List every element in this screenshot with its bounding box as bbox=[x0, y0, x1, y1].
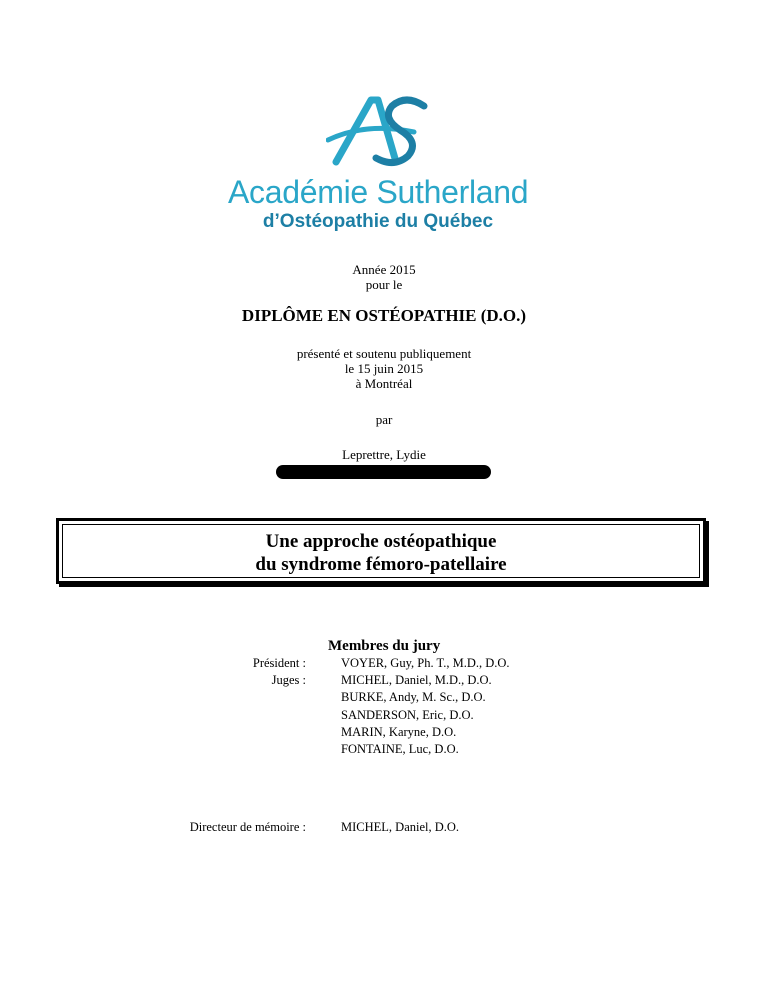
author-name: Leprettre, Lydie bbox=[342, 447, 426, 462]
academy-logo bbox=[228, 92, 528, 242]
jury-heading: Membres du jury bbox=[328, 638, 441, 654]
jury-member: MICHEL, Daniel, M.D., D.O. bbox=[341, 673, 492, 687]
jury-member: FONTAINE, Luc, D.O. bbox=[341, 742, 459, 756]
degree-title: DIPLÔME EN OSTÉOPATHIE (D.O.) bbox=[241, 306, 527, 325]
thesis-title-line-2: du syndrome fémoro-patellaire bbox=[255, 554, 507, 575]
thesis-title-inner-frame bbox=[62, 524, 700, 578]
jury-member: SANDERSON, Eric, D.O. bbox=[341, 708, 474, 722]
jury-member: BURKE, Andy, M. Sc., D.O. bbox=[341, 690, 486, 704]
year-text: Année 2015 bbox=[352, 262, 416, 277]
jury-member: MARIN, Karyne, D.O. bbox=[341, 725, 457, 739]
presentation-line-2: le 15 juin 2015 bbox=[344, 361, 424, 376]
director-name: MICHEL, Daniel, D.O. bbox=[341, 820, 460, 834]
thesis-title-line-1: Une approche ostéopathique bbox=[265, 531, 497, 552]
judges-label: Juges : bbox=[271, 673, 306, 687]
presentation-line-3: à Montréal bbox=[355, 376, 413, 391]
thesis-title-box bbox=[56, 518, 706, 584]
logo-academy-name: Académie Sutherland bbox=[228, 174, 529, 210]
jury-member: VOYER, Guy, Ph. T., M.D., D.O. bbox=[341, 656, 510, 670]
president-label: Président : bbox=[252, 656, 306, 670]
redaction-bar bbox=[276, 465, 491, 479]
presentation-line-1: présenté et soutenu publiquement bbox=[296, 346, 472, 361]
for-text: pour le bbox=[365, 277, 403, 292]
logo-academy-subtitle: d’Ostéopathie du Québec bbox=[262, 211, 494, 232]
as-monogram-icon bbox=[326, 92, 436, 172]
director-label: Directeur de mémoire : bbox=[189, 820, 306, 834]
by-text: par bbox=[375, 412, 393, 427]
